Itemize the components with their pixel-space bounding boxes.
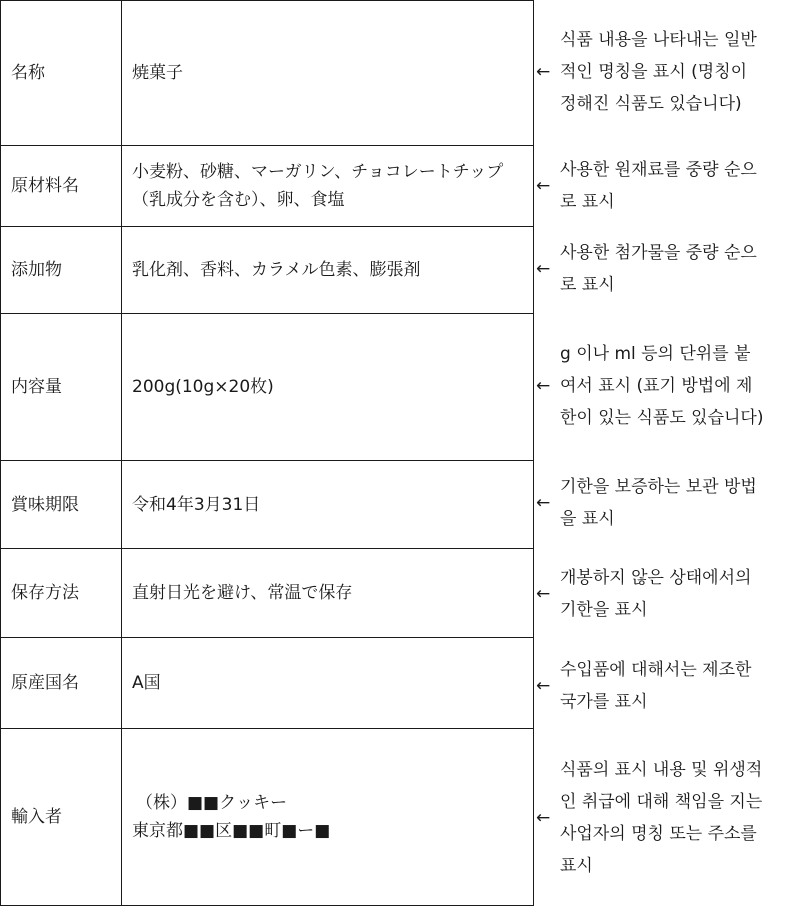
table-row bbox=[1, 314, 534, 461]
row-label-storage: 保存方法 bbox=[1, 549, 122, 638]
table-row bbox=[1, 461, 534, 549]
note-text: 수입품에 대해서는 제조한 국가를 표시 bbox=[560, 660, 752, 712]
table-row bbox=[1, 638, 534, 729]
note-text: g 이나 ml 등의 단위를 붙 여서 표시 (표기 방법에 제 한이 있는 식품도 있습니다) bbox=[560, 344, 764, 428]
note-importer bbox=[536, 754, 803, 882]
note-ingredients bbox=[536, 154, 803, 218]
note-best-before bbox=[536, 471, 803, 535]
left-arrow-icon: ← bbox=[536, 493, 551, 513]
row-label-net-content: 内容量 bbox=[1, 314, 122, 461]
row-label-best-before: 賞味期限 bbox=[1, 461, 122, 549]
row-label-name: 名称 bbox=[1, 1, 122, 146]
note-text: 기한을 보증하는 보관 방법 을 표시 bbox=[560, 477, 757, 529]
importer-address: 東京都■■区■■町■ー■ bbox=[132, 821, 331, 841]
left-arrow-icon: ← bbox=[536, 376, 551, 396]
table-row bbox=[1, 1, 534, 146]
left-arrow-icon: ← bbox=[536, 259, 551, 279]
note-text: 개봉하지 않은 상태에서의 기한을 표시 bbox=[560, 568, 752, 620]
note-net-content bbox=[536, 338, 803, 434]
row-value-best-before: 令和4年3月31日 bbox=[122, 461, 534, 549]
note-storage bbox=[536, 562, 803, 626]
row-value-net-content: 200g(10g×20枚) bbox=[122, 314, 534, 461]
row-label-ingredients: 原材料名 bbox=[1, 146, 122, 227]
left-arrow-icon: ← bbox=[536, 584, 551, 604]
importer-company: （株）■■クッキー bbox=[136, 793, 288, 813]
row-value-origin: A国 bbox=[122, 638, 534, 729]
left-arrow-icon: ← bbox=[536, 176, 551, 196]
table-row bbox=[1, 729, 534, 906]
row-value-ingredients: 小麦粉、砂糖、マーガリン、チョコレートチップ（乳成分を含む）、卵、食塩 bbox=[122, 146, 534, 227]
note-text: 식품 내용을 나타내는 일반 적인 명칭을 표시 (명칭이 정해진 식품도 있습니다) bbox=[560, 30, 757, 114]
table-row bbox=[1, 146, 534, 227]
note-additives bbox=[536, 237, 803, 301]
row-label-additives: 添加物 bbox=[1, 227, 122, 314]
left-arrow-icon: ← bbox=[536, 676, 551, 696]
note-name bbox=[536, 24, 803, 120]
row-value-storage: 直射日光を避け、常温で保存 bbox=[122, 549, 534, 638]
table-row bbox=[1, 227, 534, 314]
table-row bbox=[1, 549, 534, 638]
row-value-additives: 乳化剤、香料、カラメル色素、膨張剤 bbox=[122, 227, 534, 314]
row-value-name: 焼菓子 bbox=[122, 1, 534, 146]
note-text: 사용한 첨가물을 중량 순으 로 표시 bbox=[560, 243, 757, 295]
left-arrow-icon: ← bbox=[536, 62, 551, 82]
note-text: 식품의 표시 내용 및 위생적 인 취급에 대해 책임을 지는 사업자의 명칭 또는 주소를 표시 bbox=[560, 760, 763, 876]
note-origin bbox=[536, 654, 803, 718]
note-text: 사용한 원재료를 중량 순으 로 표시 bbox=[560, 160, 757, 212]
left-arrow-icon: ← bbox=[536, 808, 551, 828]
row-value-importer bbox=[122, 729, 534, 906]
row-label-origin: 原産国名 bbox=[1, 638, 122, 729]
row-label-importer: 輸入者 bbox=[1, 729, 122, 906]
